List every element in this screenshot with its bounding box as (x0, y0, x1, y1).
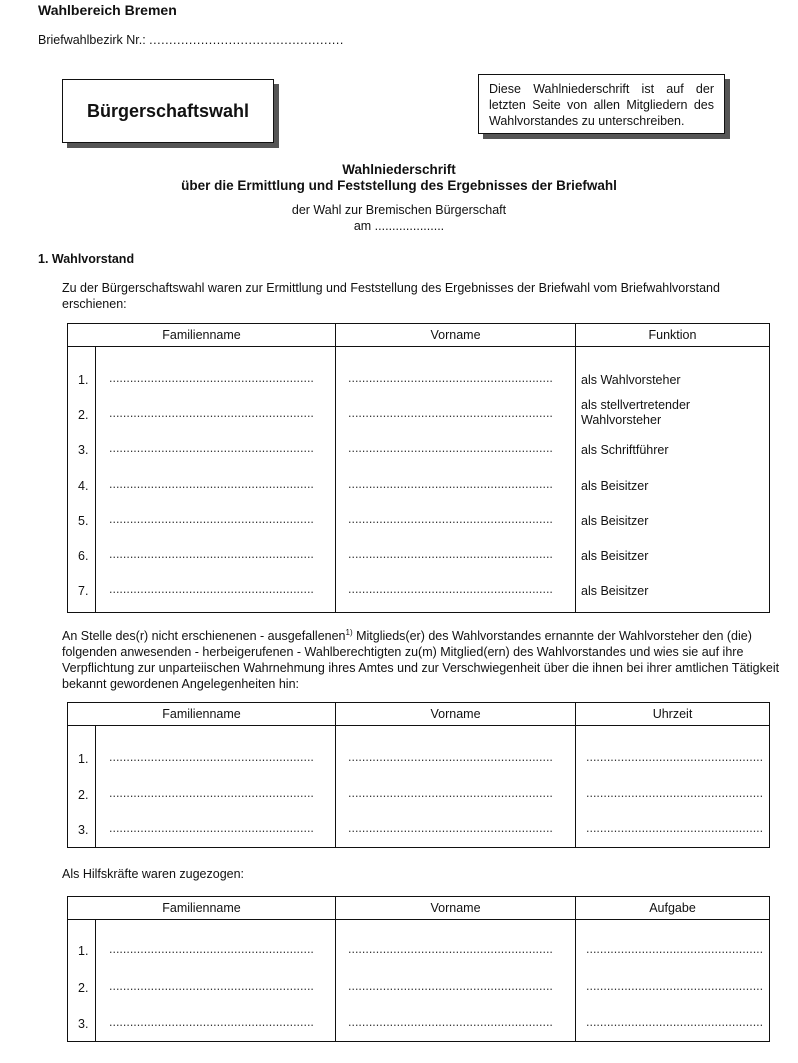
vorname-field[interactable]: ........................................................... (348, 942, 553, 956)
briefwahlbezirk-field[interactable]: ................................................. (149, 33, 344, 47)
hilfskraefte-label: Als Hilfskräfte waren zugezogen: (62, 867, 245, 881)
familienname-field[interactable]: ........................................................... (109, 786, 314, 800)
vorname-field[interactable]: ........................................................... (348, 750, 553, 764)
familienname-field[interactable]: ........................................................... (109, 1015, 314, 1029)
familienname-field[interactable]: ........................................................... (109, 406, 314, 420)
vorname-field[interactable]: ........................................................... (348, 406, 553, 420)
familienname-field[interactable]: ........................................................... (109, 942, 314, 956)
funktion-label: als stellvertretender Wahlvorsteher (581, 398, 691, 427)
table-body (68, 920, 769, 1041)
election-name: der Wahl zur Bremischen Bürgerschaft (291, 203, 507, 217)
vorname-field[interactable]: ........................................................... (348, 547, 553, 561)
third-column-field[interactable]: ................................................... (586, 750, 764, 764)
table-body (68, 347, 769, 612)
row-number: 2. (78, 981, 89, 995)
row-number: 1. (78, 752, 89, 766)
table-row (68, 398, 769, 427)
row-number: 2. (78, 408, 89, 422)
funktion-label: als Beisitzer (581, 479, 649, 493)
row-number: 1. (78, 373, 89, 387)
funktion-label: als Beisitzer (581, 584, 649, 598)
header-funktion: Funktion (648, 328, 697, 342)
funktion-label: als Beisitzer (581, 514, 649, 528)
table-row (68, 582, 769, 602)
replacement-members-text: An Stelle des(r) nicht erschienenen - ausgefallenen$^{1)}$ Mitglieds(er) des Wahlvorstandes ernannte der Wahlvorsteher den (die) folgenden anwesenden - herbeigerufenen - Wahlberechtigten zu(m) Mitglied(ern) des Wahlvorstandes und wies sie auf ihre Verpflichtung zur unparteiischen Wahrnehmung ihres Amtes und zur Verschwiegenheit über die ihnen bei ihrer amtlichen Tätigkeit bekannt gewordenen Angelegenheiten hin: (62, 628, 780, 692)
vorname-field[interactable]: ........................................................... (348, 786, 553, 800)
header-vorname: Vorname (336, 324, 576, 346)
table-row (68, 371, 769, 391)
third-column-field[interactable]: ................................................... (586, 821, 764, 835)
election-title-box: Bürgerschaftswahl (62, 79, 274, 143)
table-header (68, 324, 769, 347)
table-row (68, 942, 769, 962)
table-row (68, 786, 769, 806)
row-number: 3. (78, 443, 89, 457)
familienname-field[interactable]: ........................................................... (109, 371, 314, 385)
row-number: 5. (78, 514, 89, 528)
vorname-field[interactable]: ........................................................... (348, 1015, 553, 1029)
familienname-field[interactable]: ........................................................... (109, 582, 314, 596)
document-subtitle: über die Ermittlung und Feststellung des Ergebnisses der Briefwahl (181, 178, 617, 193)
familienname-field[interactable]: ........................................................... (109, 750, 314, 764)
replacement-members-table (67, 702, 770, 848)
third-column-field[interactable]: ................................................... (586, 942, 764, 956)
third-column-field[interactable]: ................................................... (586, 979, 764, 993)
vorname-field[interactable]: ........................................................... (348, 371, 553, 385)
vorname-field[interactable]: ........................................................... (348, 441, 553, 455)
table-row (68, 821, 769, 841)
header-vorname: Vorname (336, 703, 576, 725)
funktion-label: als Beisitzer (581, 549, 649, 563)
section-wahlvorstand-title: 1. Wahlvorstand (38, 252, 135, 266)
row-number: 3. (78, 823, 89, 837)
vorname-field[interactable]: ........................................................... (348, 582, 553, 596)
header-aufgabe: Aufgabe (649, 901, 696, 915)
table-header (68, 897, 769, 920)
row-number: 4. (78, 479, 89, 493)
table-row (68, 512, 769, 532)
familienname-field[interactable]: ........................................................... (109, 477, 314, 491)
vorname-field[interactable]: ........................................................... (348, 512, 553, 526)
table-row (68, 477, 769, 497)
table-header (68, 703, 769, 726)
header-familienname: Familienname (68, 897, 336, 919)
table-row (68, 979, 769, 999)
third-column-field[interactable]: ................................................... (586, 1015, 764, 1029)
briefwahlbezirk-label: Briefwahlbezirk Nr.: (38, 33, 146, 47)
section-intro-text: Zu der Bürgerschaftswahl waren zur Ermittlung und Feststellung des Ergebnisses der Briefwahl vom Briefwahlvorstand erschienen: (62, 281, 720, 311)
signature-note-box: Diese Wahlniederschrift ist auf der letzten Seite von allen Mitgliedern des Wahlvorstandes zu unterschreiben. (478, 74, 725, 134)
funktion-label: als Schriftführer (581, 443, 669, 457)
election-date-field[interactable]: am .................... (353, 219, 445, 233)
document-title: Wahlniederschrift (342, 162, 456, 177)
wahlbereich-label: Wahlbereich Bremen (38, 2, 177, 18)
hilfskraefte-table (67, 896, 770, 1042)
row-number: 3. (78, 1017, 89, 1031)
familienname-field[interactable]: ........................................................... (109, 441, 314, 455)
row-number: 2. (78, 788, 89, 802)
third-column-field[interactable]: ................................................... (586, 786, 764, 800)
table-body (68, 726, 769, 847)
wahlvorstand-table (67, 323, 770, 613)
vorname-field[interactable]: ........................................................... (348, 979, 553, 993)
familienname-field[interactable]: ........................................................... (109, 547, 314, 561)
familienname-field[interactable]: ........................................................... (109, 979, 314, 993)
header-familienname: Familienname (68, 324, 336, 346)
vorname-field[interactable]: ........................................................... (348, 477, 553, 491)
table-row (68, 1015, 769, 1035)
header-vorname: Vorname (336, 897, 576, 919)
familienname-field[interactable]: ........................................................... (109, 821, 314, 835)
table-row (68, 441, 769, 461)
header-uhrzeit: Uhrzeit (652, 707, 693, 721)
table-row (68, 547, 769, 567)
briefwahlbezirk-line (38, 33, 344, 47)
table-row (68, 750, 769, 770)
row-number: 7. (78, 584, 89, 598)
row-number: 6. (78, 549, 89, 563)
row-number: 1. (78, 944, 89, 958)
header-familienname: Familienname (68, 703, 336, 725)
funktion-label: als Wahlvorsteher (581, 373, 681, 387)
familienname-field[interactable]: ........................................................... (109, 512, 314, 526)
vorname-field[interactable]: ........................................................... (348, 821, 553, 835)
